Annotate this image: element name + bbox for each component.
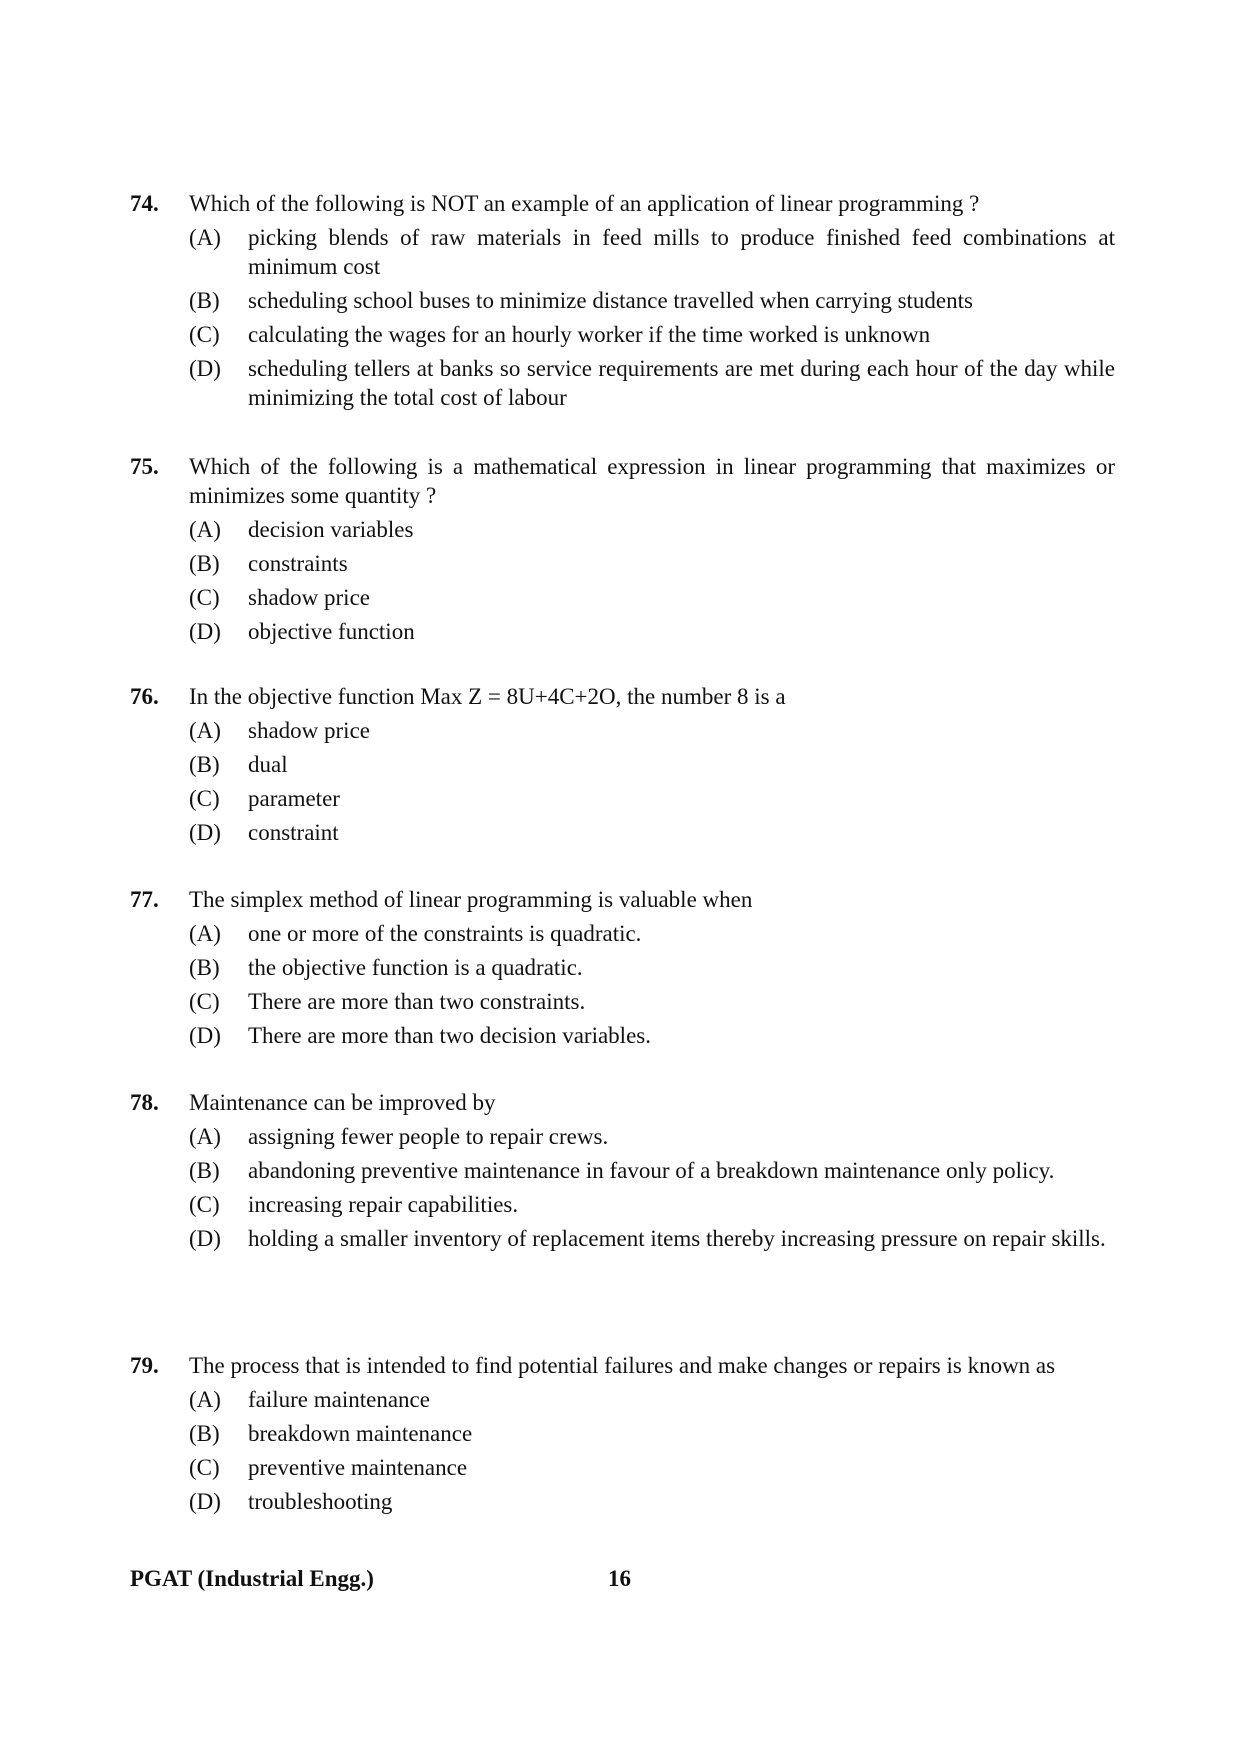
option-label: (B) <box>189 752 220 777</box>
options-list <box>189 515 1115 646</box>
question-text: In the objective function Max Z = 8U+4C+2O, the number 8 is a <box>189 684 786 709</box>
options-list <box>189 716 1115 847</box>
question-number: 79. <box>130 1353 159 1378</box>
option-label: (B) <box>189 1158 220 1183</box>
option-label: (C) <box>189 322 220 347</box>
page-footer <box>130 1564 1115 1594</box>
question-78 <box>130 1088 1115 1258</box>
option-text: There are more than two decision variables. <box>248 1023 651 1048</box>
option-text: scheduling school buses to minimize distance travelled when carrying students <box>248 288 973 313</box>
option-text: dual <box>248 752 288 777</box>
option-label: (B) <box>189 288 220 313</box>
option-a <box>189 1385 1115 1414</box>
option-c <box>189 583 1115 612</box>
option-a <box>189 223 1115 281</box>
option-text: parameter <box>248 786 340 811</box>
option-text: preventive maintenance <box>248 1455 468 1480</box>
option-text: assigning fewer people to repair crews. <box>248 1124 609 1149</box>
option-d <box>189 1021 1115 1050</box>
option-text: breakdown maintenance <box>248 1421 473 1446</box>
option-label: (D) <box>189 1489 221 1514</box>
option-text: one or more of the constraints is quadratic. <box>248 921 642 946</box>
option-text: objective function <box>248 619 415 644</box>
option-d <box>189 1487 1115 1516</box>
option-label: (A) <box>189 517 221 542</box>
options-list <box>189 223 1115 412</box>
option-c <box>189 1190 1115 1219</box>
option-label: (C) <box>189 585 220 610</box>
option-a <box>189 515 1115 544</box>
option-d <box>189 1224 1115 1253</box>
question-77 <box>130 885 1115 1055</box>
exam-title: PGAT (Industrial Engg.) <box>130 1566 374 1591</box>
question-text: Maintenance can be improved by <box>189 1090 496 1115</box>
option-text: shadow price <box>248 718 370 743</box>
question-number: 76. <box>130 684 159 709</box>
option-label: (B) <box>189 551 220 576</box>
options-list <box>189 919 1115 1050</box>
option-c <box>189 784 1115 813</box>
option-text: increasing repair capabilities. <box>248 1192 519 1217</box>
option-text: calculating the wages for an hourly worker if the time worked is unknown <box>248 322 931 347</box>
option-text: picking blends of raw materials in feed mills to produce finished feed combinations at minimum cost <box>248 225 1115 279</box>
option-text: shadow price <box>248 585 370 610</box>
question-74 <box>130 189 1115 417</box>
option-label: (D) <box>189 1023 221 1048</box>
option-d <box>189 818 1115 847</box>
options-list <box>189 1122 1115 1253</box>
page-number: 16 <box>608 1566 631 1591</box>
option-text: scheduling tellers at banks so service requirements are met during each hour of the day while minimizing the total cost of labour <box>248 356 1115 410</box>
question-number: 78. <box>130 1090 159 1115</box>
option-d <box>189 354 1115 412</box>
option-label: (D) <box>189 820 221 845</box>
option-label: (A) <box>189 225 221 250</box>
option-b <box>189 286 1115 315</box>
question-79 <box>130 1351 1115 1521</box>
option-b <box>189 750 1115 779</box>
option-label: (D) <box>189 619 221 644</box>
option-label: (A) <box>189 1124 221 1149</box>
option-c <box>189 1453 1115 1482</box>
option-d <box>189 617 1115 646</box>
option-a <box>189 1122 1115 1151</box>
option-label: (A) <box>189 718 221 743</box>
option-b <box>189 1419 1115 1448</box>
option-text: abandoning preventive maintenance in favour of a breakdown maintenance only policy. <box>248 1158 1055 1183</box>
option-label: (C) <box>189 989 220 1014</box>
question-text: Which of the following is a mathematical expression in linear programming that maximizes or minimizes some quantity ? <box>189 454 1115 508</box>
option-label: (C) <box>189 786 220 811</box>
option-label: (A) <box>189 921 221 946</box>
option-text: decision variables <box>248 517 414 542</box>
question-75 <box>130 452 1115 651</box>
option-c <box>189 320 1115 349</box>
option-label: (C) <box>189 1455 220 1480</box>
option-text: There are more than two constraints. <box>248 989 586 1014</box>
question-number: 77. <box>130 887 159 912</box>
option-text: constraint <box>248 820 339 845</box>
option-b <box>189 549 1115 578</box>
option-text: troubleshooting <box>248 1489 393 1514</box>
option-label: (B) <box>189 955 220 980</box>
option-label: (C) <box>189 1192 220 1217</box>
question-text: The process that is intended to find potential failures and make changes or repairs is known as <box>189 1353 1056 1378</box>
question-number: 75. <box>130 454 159 479</box>
option-c <box>189 987 1115 1016</box>
option-b <box>189 953 1115 982</box>
option-label: (A) <box>189 1387 221 1412</box>
option-text: failure maintenance <box>248 1387 430 1412</box>
question-text: The simplex method of linear programming is valuable when <box>189 887 753 912</box>
options-list <box>189 1385 1115 1516</box>
option-text: the objective function is a quadratic. <box>248 955 583 980</box>
question-number: 74. <box>130 191 159 216</box>
question-76 <box>130 682 1115 852</box>
option-text: holding a smaller inventory of replacement items thereby increasing pressure on repair skills. <box>248 1226 1106 1251</box>
question-text: Which of the following is NOT an example of an application of linear programming ? <box>189 191 980 216</box>
option-a <box>189 716 1115 745</box>
option-a <box>189 919 1115 948</box>
option-label: (D) <box>189 356 221 381</box>
option-b <box>189 1156 1115 1185</box>
option-label: (D) <box>189 1226 221 1251</box>
option-label: (B) <box>189 1421 220 1446</box>
option-text: constraints <box>248 551 348 576</box>
